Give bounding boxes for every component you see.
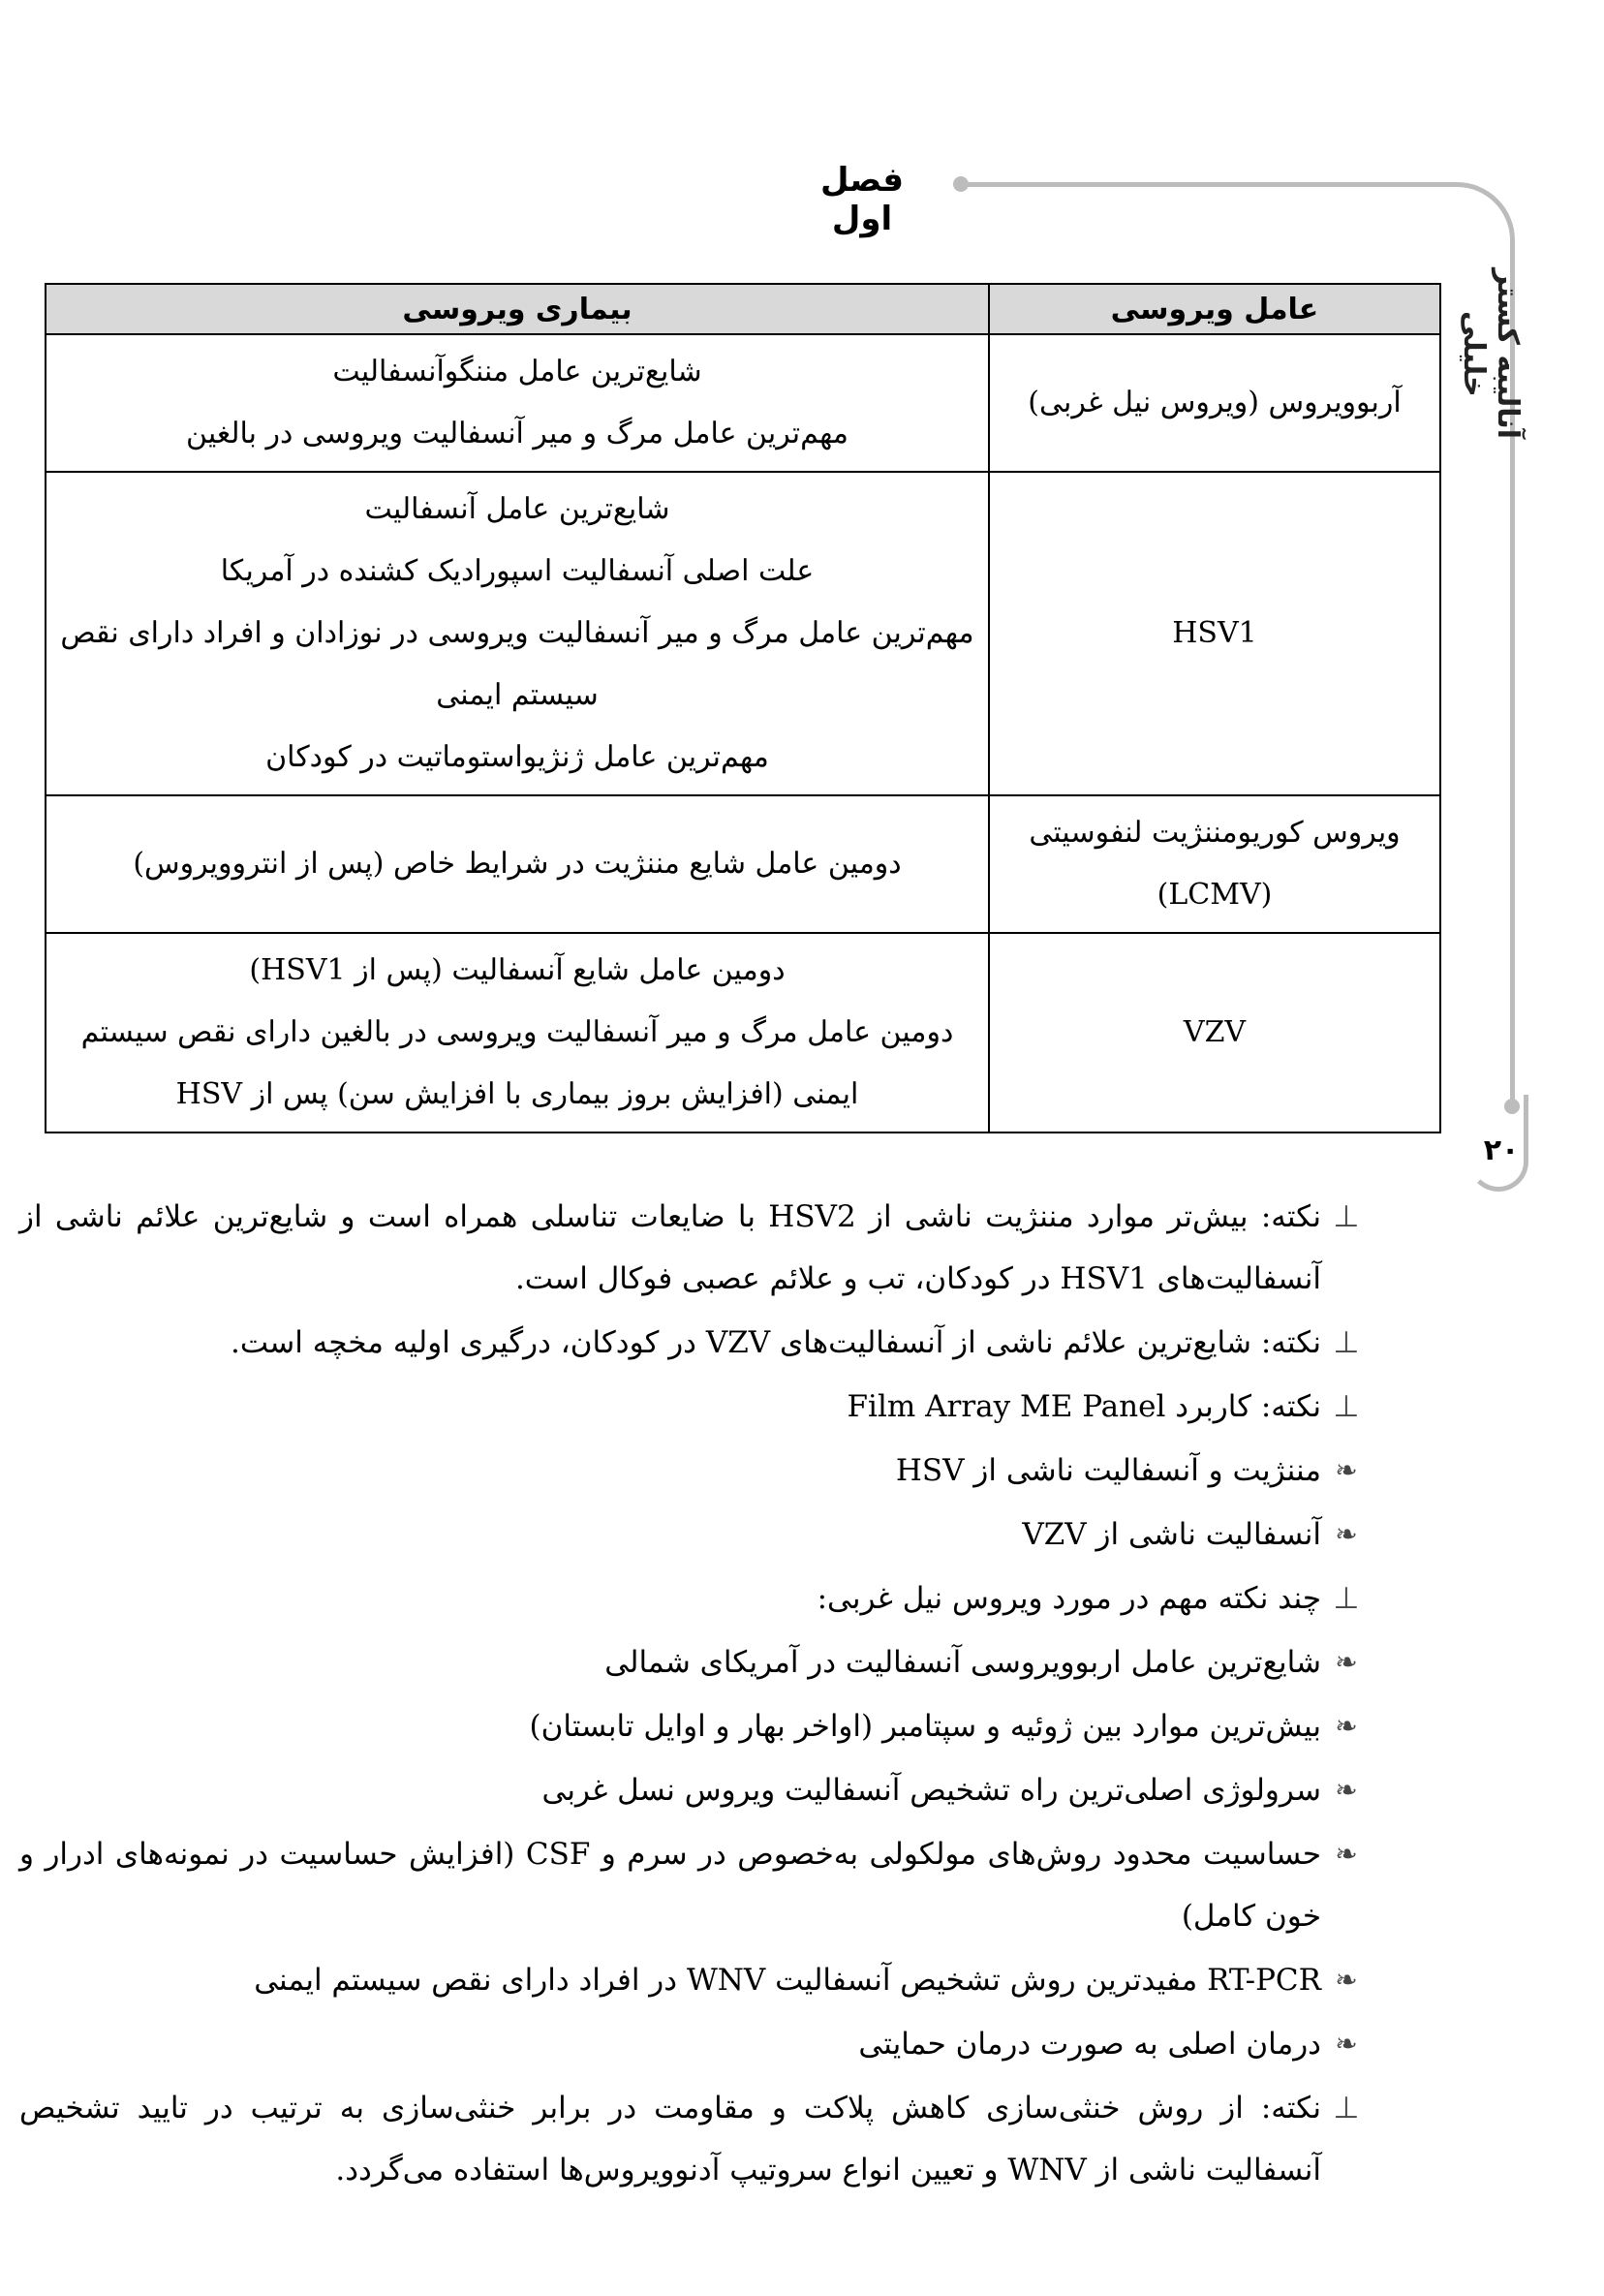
disease-line: دومین عامل شایع مننژیت در شرایط خاص (پس از انتروویروس) [133,847,902,881]
note-item [19,1376,1366,1438]
note-bullet-icon: ⊥ [1333,2091,1360,2125]
sub-text: حساسیت محدود روش‌های مولکولی به‌خصوص در سرم و CSF (افزایش حساسیت در نمونه‌های ادرار و خون کامل) [19,1837,1322,1934]
sub-item [19,2013,1366,2075]
note-text: چند نکته مهم در مورد ویروس نیل غربی: [817,1581,1321,1616]
sub-text: شایع‌ترین عامل اربوویروسی آنسفالیت در آمریکای شمالی [604,1645,1321,1680]
leaf-bullet-icon: ❧ [1335,1838,1358,1870]
sub-item [19,1823,1366,1947]
leaf-bullet-icon: ❧ [1335,1518,1358,1550]
disease-line: علت اصلی آنسفالیت اسپورادیک کشنده در آمریکا [220,554,815,588]
agent-line: HSV1 [1172,616,1257,650]
agent-line: ویروس کوریومننژیت لنفوسیتی [1029,816,1401,850]
chapter-title: فصل اول [819,161,905,238]
note-text: نکته: کاربرد Film Array ME Panel [847,1389,1321,1424]
note-bullet-icon: ⊥ [1333,1325,1360,1360]
leaf-bullet-icon: ❧ [1335,1964,1358,1996]
notes-list [19,1184,1366,2203]
leaf-bullet-icon: ❧ [1335,1454,1358,1486]
disease-line: دومین عامل مرگ و میر آنسفالیت ویروسی در بالغین دارای نقص سیستم [80,1015,954,1049]
agent-line: آربوویروس (ویروس نیل غربی) [1028,386,1402,419]
leaf-bullet-icon: ❧ [1335,2028,1358,2060]
disease-cell [46,334,989,472]
disease-line: مهم‌ترین عامل مرگ و میر آنسفالیت ویروسی در نوزادان و افراد دارای نقص [60,616,974,650]
header-line [963,182,1455,187]
sub-item [19,1440,1366,1502]
note-item [19,1186,1366,1310]
agent-line: (LCMV) [1157,878,1273,912]
note-text: نکته: از روش خنثی‌سازی کاهش پلاکت و مقاومت در برابر خنثی‌سازی به ترتیب در تایید تشخیص آنسفالیت ناشی از WNV و تعیین انواع سروتیپ آدنوویروس‌ها استفاده می‌گردد. [19,2091,1321,2187]
agent-cell [989,795,1440,933]
note-bullet-icon: ⊥ [1333,1581,1360,1616]
sub-text: RT-PCR مفیدترین روش تشخیص آنسفالیت WNV در افراد دارای نقص سیستم ایمنی [254,1963,1321,1998]
leaf-bullet-icon: ❧ [1335,1710,1358,1742]
sub-item [19,1949,1366,2011]
agent-cell [989,933,1440,1132]
disease-line: دومین عامل شایع آنسفالیت (پس از HSV1) [249,953,786,987]
note-item [19,2077,1366,2201]
virus-table [45,283,1441,1133]
sub-text: بیش‌ترین موارد بین ژوئیه و سپتامبر (اواخر بهار و اوایل تابستان) [529,1709,1321,1744]
disease-cell [46,795,989,933]
sub-item [19,1759,1366,1821]
page-number: ۲۰ [1483,1133,1520,1167]
disease-line: ایمنی (افزایش بروز بیماری با افزایش سن) پس از HSV [175,1077,859,1111]
table-row [46,472,1440,795]
leaf-bullet-icon: ❧ [1335,1646,1358,1678]
sub-text: مننژیت و آنسفالیت ناشی از HSV [895,1453,1321,1488]
leaf-bullet-icon: ❧ [1335,1774,1358,1806]
header-agent: عامل ویروسی [989,284,1440,334]
disease-line: شایع‌ترین عامل مننگوآنسفالیت [332,355,702,388]
table-row [46,334,1440,472]
disease-cell [46,933,989,1132]
disease-line: سیستم ایمنی [436,678,599,712]
note-item [19,1312,1366,1374]
table-row [46,933,1440,1132]
sub-item [19,1504,1366,1566]
agent-line: VZV [1183,1015,1247,1049]
disease-cell [46,472,989,795]
note-bullet-icon: ⊥ [1333,1199,1360,1234]
disease-line: شایع‌ترین عامل آنسفالیت [364,492,670,526]
note-item [19,1567,1366,1629]
table-row [46,795,1440,933]
note-bullet-icon: ⊥ [1333,1389,1360,1424]
side-label: آنالیبه کستر خلیلی [1457,267,1525,440]
disease-line: مهم‌ترین عامل مرگ و میر آنسفالیت ویروسی در بالغین [186,417,848,450]
agent-cell [989,472,1440,795]
sub-item [19,1631,1366,1693]
sub-text: سرولوژی اصلی‌ترین راه تشخیص آنسفالیت ویروس نسل غربی [541,1773,1321,1808]
disease-line: مهم‌ترین عامل ژنژیواستوماتیت در کودکان [265,740,769,774]
table-header-row [46,284,1440,334]
agent-cell [989,334,1440,472]
sub-item [19,1695,1366,1757]
note-text: نکته: شایع‌ترین علائم ناشی از آنسفالیت‌های VZV در کودکان، درگیری اولیه مخچه است. [230,1325,1321,1360]
sub-text: درمان اصلی به صورت درمان حمایتی [858,2027,1321,2062]
sub-text: آنسفالیت ناشی از VZV [1022,1517,1321,1552]
header-disease: بیماری ویروسی [46,284,989,334]
note-text: نکته: بیش‌تر موارد مننژیت ناشی از HSV2 با ضایعات تناسلی همراه است و شایع‌ترین علائم ناشی از آنسفالیت‌های HSV1 در کودکان، تب و علائم عصبی فوکال است. [19,1199,1321,1296]
